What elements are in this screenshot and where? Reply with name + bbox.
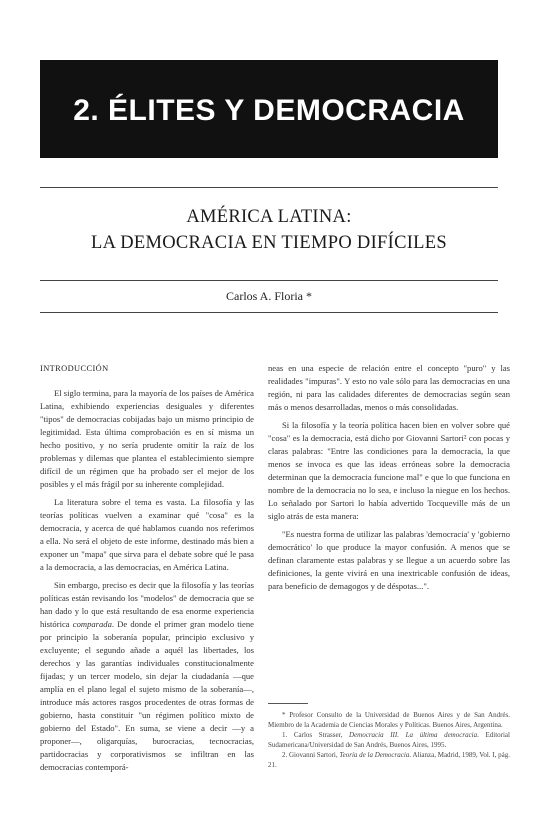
quote-paragraph: "Es nuestra forma de utilizar las palabras 'democracia' y 'gobierno democrático' lo que produce la mayor confusión. A menos que se definan claramente estas palabras y se llegue a un acuerdo sobre las definiciones, la gente vivirá en una inextricable confusión de ideas, para beneficio de demagogos y de déspotas...". [268, 529, 510, 591]
footnote: 2. Giovanni Sartori, Teoría de la Democracia. Alianza, Madrid, 1989, Vol. I, pág. 21. [268, 751, 510, 769]
top-rule [40, 187, 498, 188]
title-bottom-rule [40, 280, 498, 281]
author-bottom-rule [40, 312, 498, 313]
footnote-rule [268, 703, 308, 704]
footnote: 1. Carlos Strasser, Democracia III. La última democracia. Editorial Sudamericana/Universidad de San Andrés, Buenos Aires, 1995. [268, 731, 510, 749]
left-column [40, 362, 254, 774]
footnote: * Profesor Consulto de la Universidad de Buenos Aires y de San Andrés. Miembro de la Academia de Ciencias Morales y Políticas. Buenos Aires, Argentina. [268, 711, 510, 729]
article-title-line2: LA DEMOCRACIA EN TIEMPO DIFÍCILES [91, 233, 447, 253]
paragraph: Sin embargo, preciso es decir que la filosofía y las teorías políticas están revisando los "modelos" de democracia que se han dado y lo que está resultando de esa enorme experiencia histórica comparada. De donde el primer gran modelo tiene por principio la soberanía popular, principio exclusivo y excluyente; el segundo añade a aquél las libertades, los derechos y las garantías individuales constitucionalmente fijadas; y un tercer modelo, sin dejar la ciudadanía —que amplía en el plano legal el sujeto mismo de la soberanía—, introduce más actores rasgos procedentes de otras formas de gobierno, hasta constituir "un régimen político mixto de gobierno del Estado". En suma, se viene a decir —y a proponer—, oligarquías, burocracias, tecnocracias, partidocracias y corporativismos se infiltran en las democracias contemporá- [40, 580, 254, 772]
paragraph: Si la filosofía y la teoría política hacen bien en volver sobre qué "cosa" es la democracia, está dicho por Giovanni Sartori² con pocas y claras palabras: "Entre las condiciones para la democracia, la que menos se invoca es que las ideas erróneas sobre la democracia determinan que la democracia funcione mal" e que lo que funciona en nombre de la democracia no lo sea, e incluso la niegue en los hechos. Lo señalado por Sartori lo había advertido Tocqueville más de un siglo atrás de esta manera: [268, 420, 510, 521]
chapter-title: 2. ÉLITES Y DEMOCRACIA [73, 94, 465, 127]
paragraph: neas en una especie de relación entre el concepto "puro" y las realidades "impuras". Y esto no vale sólo para las democracias en una región, ni para las calidades diferentes de democracias según sean más o menos desarrolladas, menos o más consolidadas. [268, 363, 510, 412]
article-author: Carlos A. Floria * [226, 289, 312, 303]
paragraph: La literatura sobre el tema es vasta. La filosofía y las teorías políticas vuelven a examinar qué "cosa" es la democracia, y acerca de qué hablamos cuando nos referimos a ella. No será el objeto de este informe, destinado más bien a exponer un "mapa" que sirva para el debate sobre qué le pasa a la democracia, a las democracias, en América Latina. [40, 497, 254, 572]
article-title-line1: AMÉRICA LATINA: [186, 207, 352, 227]
right-column [268, 362, 510, 593]
paragraph: El siglo termina, para la mayoría de los países de América Latina, exhibiendo experiencias desiguales y diferentes "tipos" de democracias cobijadas bajo un mismo principio de legitimidad. Esta última comprobación es en sí misma un hecho positivo, y no sería prudente omitir la raíz de los problemas y dilemas que plantea el establecimiento siempre difícil de un régimen que ha probado ser el mejor de los posibles y el más frágil por su inherente complejidad. [40, 388, 254, 489]
chapter-banner [40, 60, 498, 158]
section-heading: INTRODUCCIÓN [40, 364, 109, 373]
footnotes [268, 710, 510, 770]
